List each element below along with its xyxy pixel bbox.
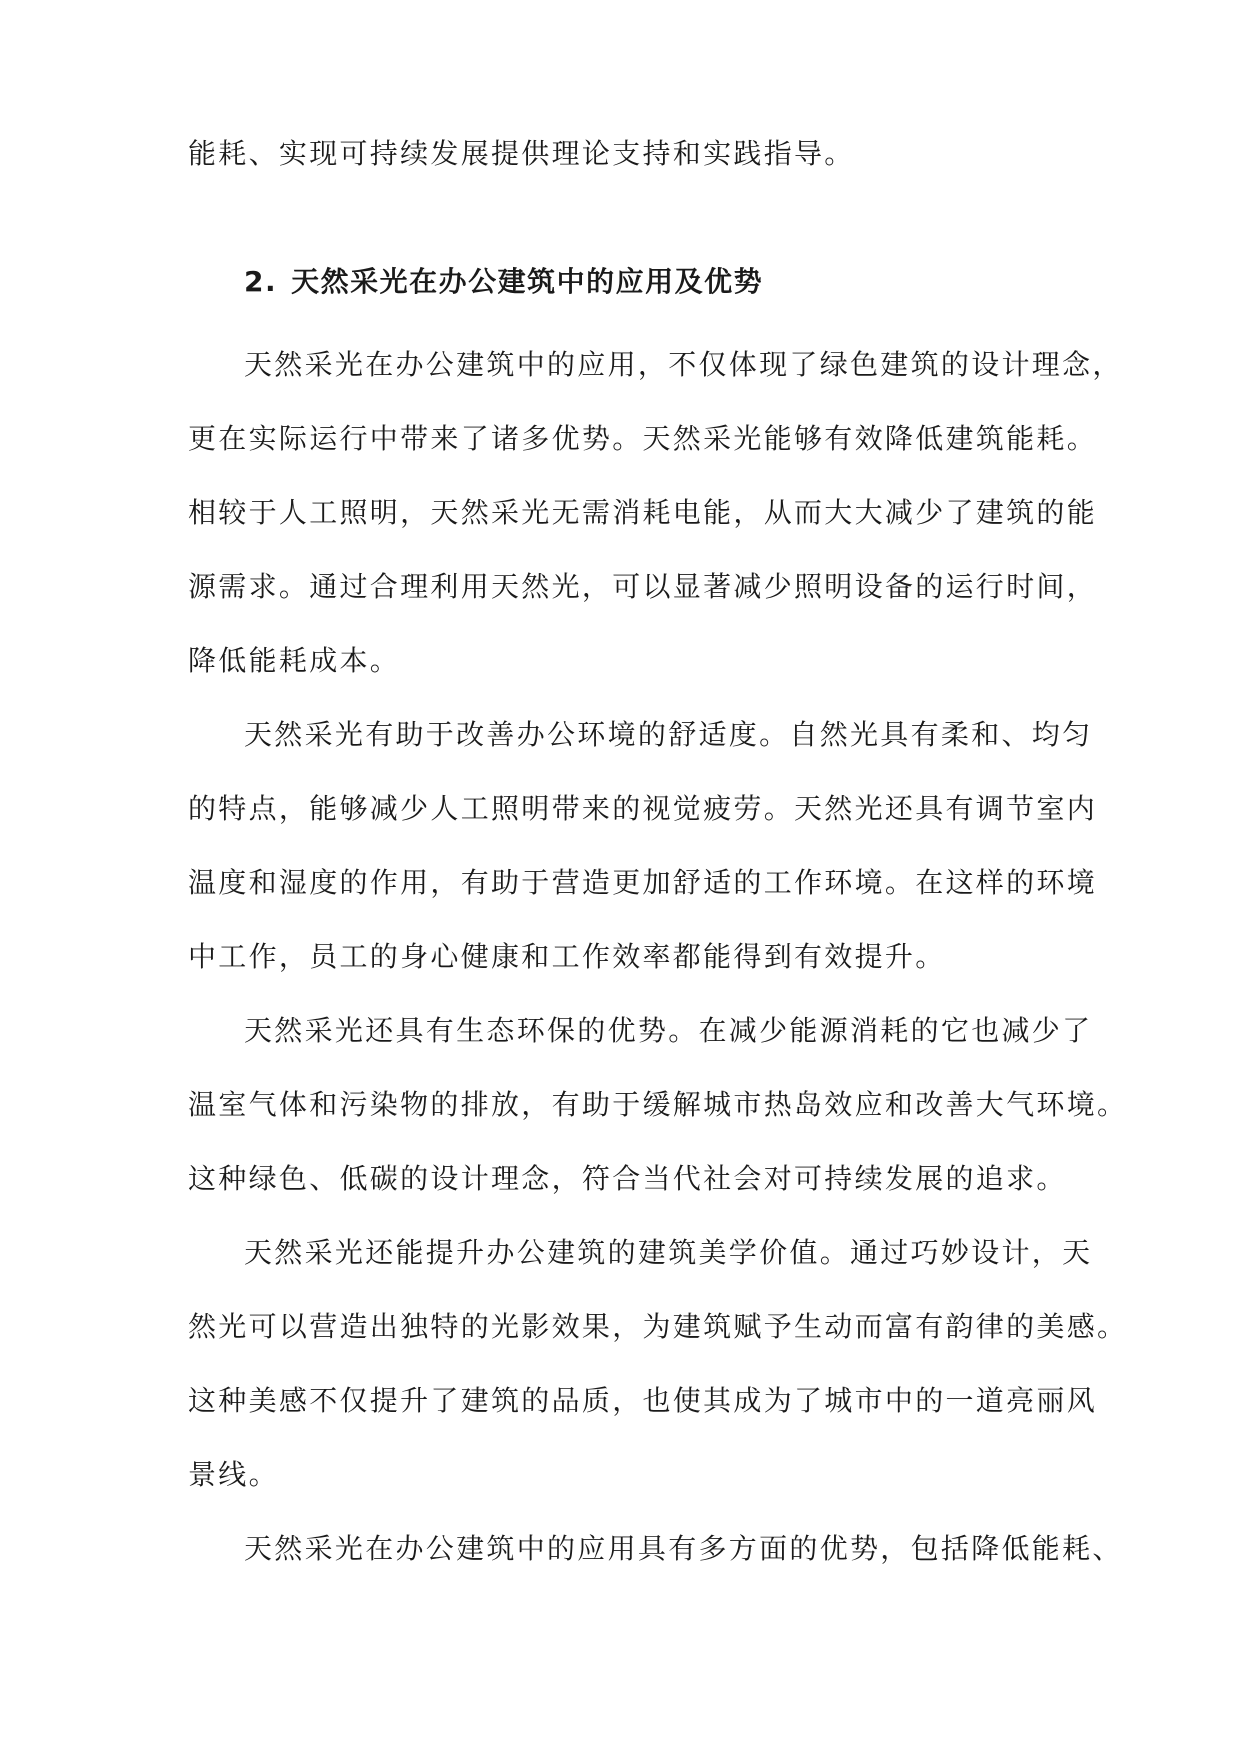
paragraph-line: 天然采光有助于改善办公环境的舒适度。自然光具有柔和、均匀 — [244, 718, 1093, 751]
paragraph-line: 温度和湿度的作用，有助于营造更加舒适的工作环境。在这样的环境 — [188, 866, 1098, 899]
paragraph-1 — [188, 328, 1123, 698]
paragraph-line: 天然采光在办公建筑中的应用，不仅体现了绿色建筑的设计理念， — [244, 348, 1123, 381]
paragraph-line: 中工作，员工的身心健康和工作效率都能得到有效提升。 — [188, 940, 946, 973]
paragraph-line: 相较于人工照明，天然采光无需消耗电能，从而大大减少了建筑的能 — [188, 496, 1098, 529]
intro-paragraph — [188, 117, 1068, 191]
paragraph-line: 天然采光还能提升办公建筑的建筑美学价值。通过巧妙设计，天 — [244, 1236, 1093, 1269]
paragraph-line: 景线。 — [188, 1458, 279, 1491]
paragraph-4 — [188, 1216, 1128, 1512]
paragraph-line: 天然采光还具有生态环保的优势。在减少能源消耗的它也减少了 — [244, 1014, 1093, 1047]
paragraph-3 — [188, 994, 1128, 1216]
paragraph-line: 的特点，能够减少人工照明带来的视觉疲劳。天然光还具有调节室内 — [188, 792, 1098, 825]
section-heading — [244, 245, 763, 319]
paragraph-line: 降低能耗成本。 — [188, 644, 401, 677]
paragraph-line: 温室气体和污染物的排放，有助于缓解城市热岛效应和改善大气环境。 — [188, 1088, 1128, 1121]
paragraph-line: 能耗、实现可持续发展提供理论支持和实践指导。 — [188, 137, 855, 170]
paragraph-line: 这种美感不仅提升了建筑的品质，也使其成为了城市中的一道亮丽风 — [188, 1384, 1098, 1417]
paragraph-line: 然光可以营造出独特的光影效果，为建筑赋予生动而富有韵律的美感。 — [188, 1310, 1128, 1343]
section-number: 2. — [244, 265, 278, 298]
section-title: 天然采光在办公建筑中的应用及优势 — [291, 265, 764, 298]
paragraph-5 — [188, 1512, 1123, 1586]
paragraph-line: 更在实际运行中带来了诸多优势。天然采光能够有效降低建筑能耗。 — [188, 422, 1098, 455]
paragraph-line: 源需求。通过合理利用天然光，可以显著减少照明设备的运行时间， — [188, 570, 1098, 603]
paragraph-line: 这种绿色、低碳的设计理念，符合当代社会对可持续发展的追求。 — [188, 1162, 1067, 1195]
paragraph-line: 天然采光在办公建筑中的应用具有多方面的优势，包括降低能耗、 — [244, 1532, 1123, 1565]
paragraph-2 — [188, 698, 1098, 994]
